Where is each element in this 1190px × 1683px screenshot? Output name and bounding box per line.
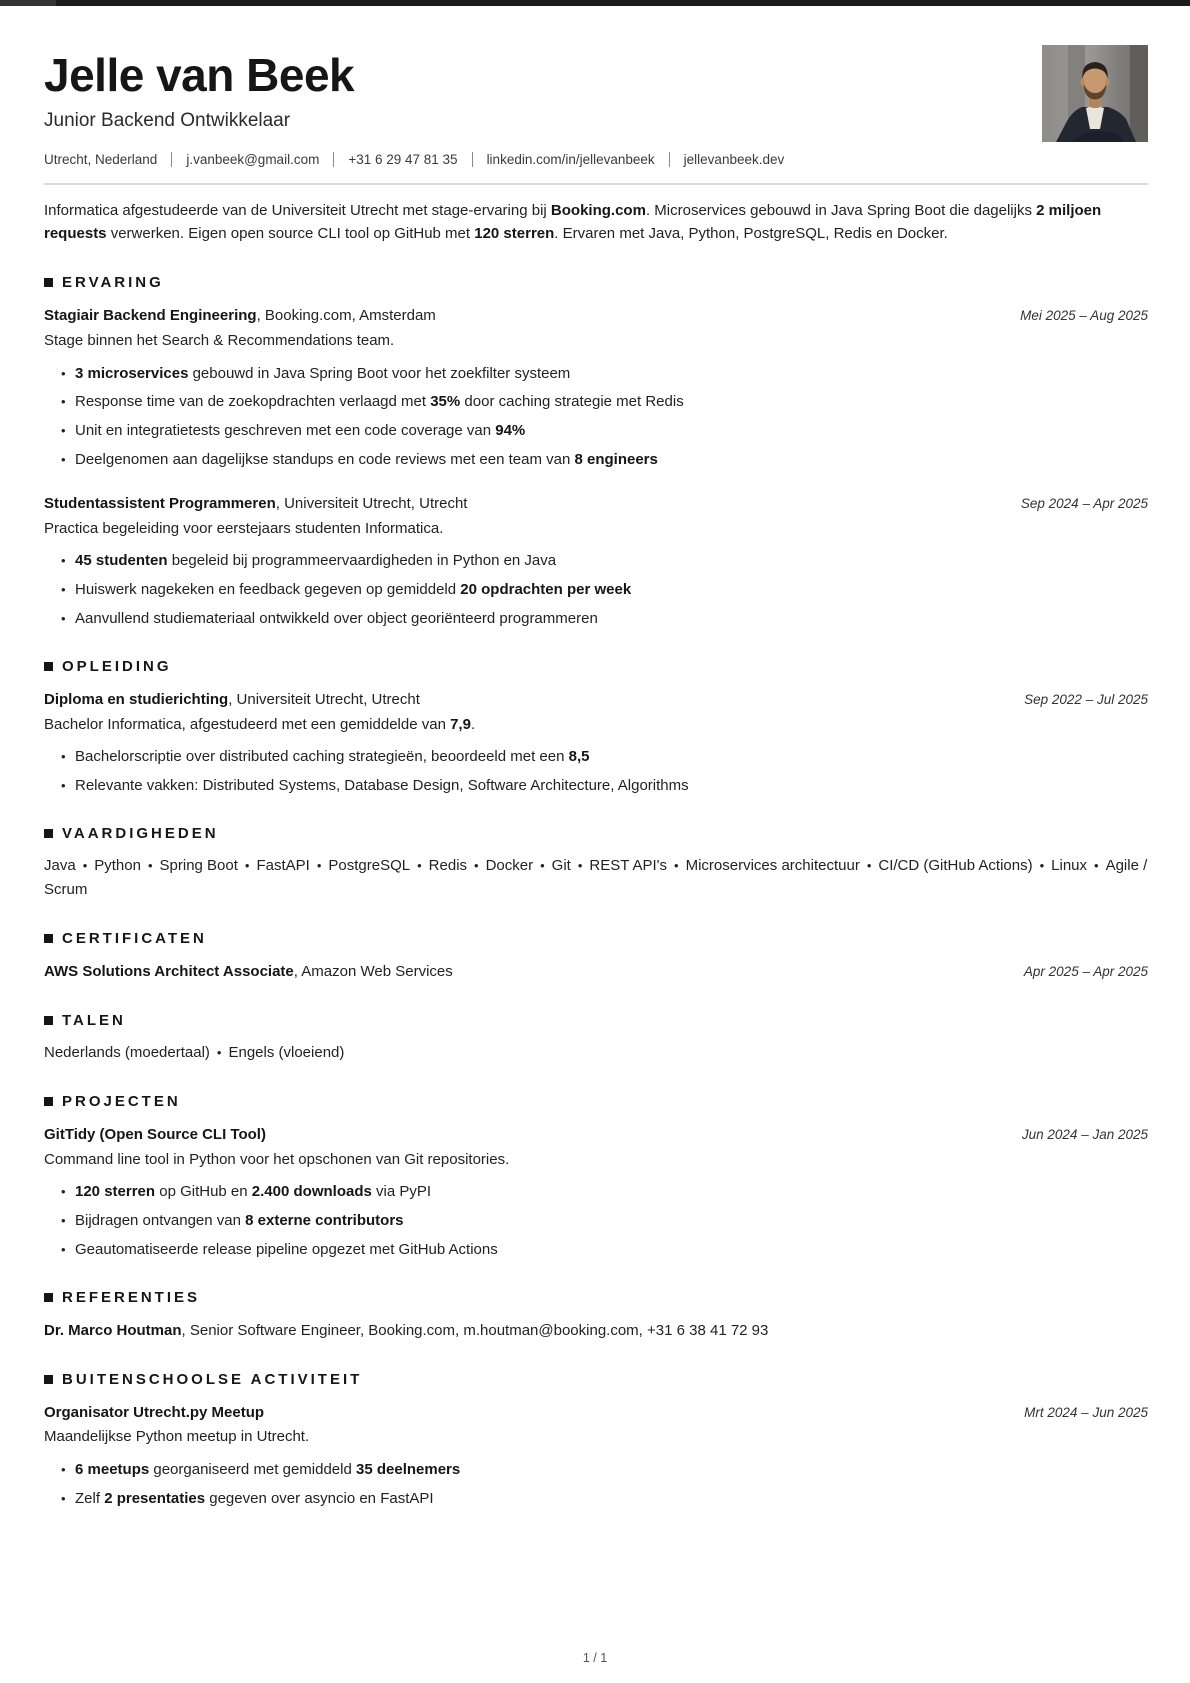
entry-header — [44, 1124, 1148, 1146]
dot-separator-icon: • — [866, 858, 872, 874]
contact-separator — [472, 152, 473, 167]
entry-date-range: Sep 2024 – Apr 2025 — [1020, 496, 1148, 512]
talen-list — [44, 1041, 1148, 1064]
entry-bullet-list — [61, 747, 1148, 796]
text-run: Command line tool in Python voor het opschonen van Git repositories. — [44, 1150, 510, 1168]
bold-text-run: 120 sterren — [474, 224, 555, 242]
bullet-icon: • — [61, 553, 66, 569]
entry-title-line — [44, 493, 467, 515]
section-heading-buitenschoolse-activiteit — [44, 1371, 1148, 1388]
vaardigheden-item: CI/CD (GitHub Actions) — [878, 857, 1033, 875]
section-heading-talen — [44, 1012, 1148, 1029]
contact-separator — [333, 152, 334, 167]
bold-text-run: Booking.com — [550, 201, 646, 219]
entry-description — [44, 714, 1148, 737]
entry — [44, 1402, 1148, 1509]
text-run: Relevante vakken: Distributed Systems, Database Design, Software Architecture, Algorithms — [75, 777, 689, 795]
entry-header — [44, 1402, 1148, 1424]
entry-bullet-list — [61, 1460, 1148, 1509]
entry-subtitle: , Universiteit Utrecht, Utrecht — [228, 691, 420, 709]
bullet-icon: • — [61, 423, 66, 439]
bullet-icon: • — [61, 451, 66, 467]
dot-separator-icon: • — [147, 858, 153, 874]
text-run: door caching strategie met Redis — [460, 393, 684, 411]
contact-item-1: j.vanbeek@gmail.com — [186, 151, 320, 167]
bullet-icon: • — [61, 1184, 66, 1200]
bullet-item — [61, 392, 1148, 412]
bold-text-run: 35 deelnemers — [356, 1460, 461, 1478]
bold-text-run: 7,9 — [450, 715, 471, 733]
entry-bullet-list — [61, 364, 1148, 471]
bullet-text — [75, 776, 689, 796]
bold-text-run: 2 miljoen requests — [44, 201, 1102, 242]
contact-item-3: linkedin.com/in/jellevanbeek — [486, 151, 655, 167]
dot-separator-icon: • — [417, 858, 422, 874]
dot-separator-icon: • — [474, 858, 479, 874]
vaardigheden-item: Microservices architectuur — [685, 857, 860, 875]
entry-title: AWS Solutions Architect Associate — [44, 962, 294, 980]
entry-subtitle: , Amazon Web Services — [293, 962, 453, 980]
text-run: Deelgenomen aan dagelijkse standups en code reviews met een team van — [75, 450, 575, 468]
entry-description — [44, 330, 1148, 353]
entry-title: Studentassistent Programmeren — [44, 495, 276, 513]
bullet-item — [61, 1211, 1148, 1231]
bold-text-run: 2 presentaties — [104, 1489, 206, 1507]
bullet-item — [61, 450, 1148, 470]
profile-summary — [44, 199, 1148, 246]
bullet-item — [61, 747, 1148, 767]
entry-title-line — [44, 961, 453, 983]
entry-title-line — [44, 1124, 266, 1146]
bold-text-run: 8 externe contributors — [245, 1211, 404, 1229]
entry-title: Diploma en studierichting — [44, 691, 229, 709]
bullet-text — [75, 364, 570, 384]
section-heading-label: CERTIFICATEN — [62, 929, 207, 947]
text-run: Practica begeleiding voor eerstejaars studenten Informatica. — [44, 519, 444, 537]
candidate-name: Jelle van Beek — [44, 49, 355, 101]
text-run: Informatica afgestudeerde van de Universiteit Utrecht met stage-ervaring bij — [44, 201, 551, 219]
bullet-text — [75, 392, 684, 412]
bold-text-run: 3 microservices — [75, 364, 189, 382]
header-divider — [44, 183, 1148, 185]
section-certificaten — [44, 930, 1148, 983]
dot-separator-icon: • — [577, 858, 583, 874]
bullet-icon: • — [61, 749, 66, 765]
text-run: . Microservices gebouwd in Java Spring Boot die dagelijks — [645, 201, 1037, 219]
section-heading-label: ERVARING — [62, 274, 164, 292]
bold-text-run: 20 opdrachten per week — [460, 581, 632, 599]
entry-header — [44, 689, 1148, 711]
entry-subtitle: , Universiteit Utrecht, Utrecht — [275, 495, 468, 513]
sections-container — [44, 274, 1148, 1509]
entry-date-range: Mei 2025 – Aug 2025 — [1020, 308, 1148, 324]
section-marker-icon — [44, 662, 53, 671]
section-heading-referenties — [44, 1289, 1148, 1306]
bullet-text — [75, 1182, 431, 1202]
entry-title-line — [44, 305, 436, 327]
bullet-icon: • — [61, 1461, 66, 1477]
contact-item-4: jellevanbeek.dev — [683, 151, 785, 167]
entry-description — [44, 518, 1148, 541]
entry-header — [44, 493, 1148, 515]
text-run: Bijdragen ontvangen van — [75, 1211, 246, 1229]
text-run: Response time van de zoekopdrachten verlaagd met — [75, 393, 431, 411]
profile-photo-illustration — [1042, 45, 1148, 142]
text-run: Zelf — [75, 1489, 105, 1507]
section-heading-vaardigheden — [44, 825, 1148, 842]
section-projecten — [44, 1093, 1148, 1260]
dot-separator-icon: • — [1094, 858, 1099, 874]
vaardigheden-item: Spring Boot — [159, 857, 238, 875]
bullet-text — [75, 1460, 460, 1480]
page-indicator: 1 / 1 — [582, 1651, 608, 1665]
section-heading-label: BUITENSCHOOLSE ACTIVITEIT — [62, 1370, 363, 1388]
bullet-text — [75, 580, 631, 600]
bullet-item — [61, 364, 1148, 384]
entry-header — [44, 1320, 1148, 1342]
vaardigheden-item: Docker — [485, 857, 534, 875]
vaardigheden-item: Python — [94, 857, 141, 875]
bullet-icon: • — [61, 1241, 66, 1257]
dot-separator-icon: • — [244, 858, 250, 874]
section-marker-icon — [44, 1293, 53, 1302]
text-run: . — [470, 715, 476, 733]
entry-header — [44, 961, 1148, 983]
entry-title: Organisator Utrecht.py Meetup — [44, 1403, 265, 1421]
bold-text-run: 6 meetups — [75, 1460, 150, 1478]
text-run: verwerken. Eigen open source CLI tool op GitHub met — [106, 224, 475, 242]
candidate-job-title: Junior Backend Ontwikkelaar — [44, 109, 291, 131]
entry-bullet-list — [61, 1182, 1148, 1260]
bullet-item — [61, 1489, 1148, 1509]
entry-title-line — [44, 1402, 264, 1424]
entry-date-range: Apr 2025 – Apr 2025 — [1023, 963, 1148, 979]
bullet-icon: • — [61, 365, 66, 381]
vaardigheden-item: Redis — [428, 857, 468, 875]
text-run: begeleid bij programmeervaardigheden in Python en Java — [167, 552, 557, 570]
entry-title: GitTidy (Open Source CLI Tool) — [44, 1125, 266, 1143]
bold-text-run: 45 studenten — [75, 552, 168, 570]
bullet-text — [75, 747, 589, 767]
text-run: georganiseerd met gemiddeld — [149, 1460, 356, 1478]
text-run: Geautomatiseerde release pipeline opgezet met GitHub Actions — [75, 1240, 498, 1258]
bullet-text — [75, 609, 598, 629]
bullet-item — [61, 609, 1148, 629]
section-talen — [44, 1012, 1148, 1064]
text-run: Bachelor Informatica, afgestudeerd met een gemiddelde van — [44, 715, 451, 733]
bullet-icon: • — [61, 582, 66, 598]
section-marker-icon — [44, 1375, 53, 1384]
section-heading-ervaring — [44, 274, 1148, 291]
bold-text-run: 35% — [430, 393, 461, 411]
section-heading-label: VAARDIGHEDEN — [62, 825, 219, 843]
entry-description — [44, 1426, 1148, 1449]
dot-separator-icon: • — [82, 858, 88, 874]
talen-item: Nederlands (moedertaal) — [44, 1043, 210, 1061]
section-heading-label: OPLEIDING — [62, 658, 172, 676]
vaardigheden-item: Git — [551, 857, 571, 875]
bold-text-run: 8 engineers — [574, 450, 658, 468]
entry-date-range: Mrt 2024 – Jun 2025 — [1024, 1404, 1148, 1420]
contact-separator — [171, 152, 172, 167]
text-run: op GitHub en — [155, 1183, 252, 1201]
vaardigheden-list — [44, 854, 1148, 901]
contact-item-0: Utrecht, Nederland — [44, 151, 158, 167]
entry-title: Stagiair Backend Engineering — [44, 307, 257, 325]
bullet-item — [61, 1460, 1148, 1480]
contact-separator — [669, 152, 670, 167]
entry-bullet-list — [61, 551, 1148, 629]
section-heading-label: PROJECTEN — [62, 1092, 181, 1110]
section-heading-label: REFERENTIES — [62, 1288, 201, 1306]
section-heading-opleiding — [44, 658, 1148, 675]
entry-header — [44, 305, 1148, 327]
bullet-text — [75, 1489, 434, 1509]
vaardigheden-item: Agile / Scrum — [44, 857, 1148, 898]
section-referenties — [44, 1289, 1148, 1342]
entry — [44, 689, 1148, 796]
entry — [44, 1124, 1148, 1260]
section-opleiding — [44, 658, 1148, 796]
entry-date-range: Jun 2024 – Jan 2025 — [1021, 1126, 1148, 1142]
bullet-text — [75, 1240, 498, 1260]
contact-item-2: +31 6 29 47 81 35 — [348, 151, 458, 167]
section-heading-certificaten — [44, 930, 1148, 947]
section-marker-icon — [44, 1016, 53, 1025]
dot-separator-icon: • — [1039, 858, 1045, 874]
text-run: . Ervaren met Java, Python, PostgreSQL, Redis en Docker. — [554, 224, 948, 242]
section-buitenschoolse-activiteit — [44, 1371, 1148, 1509]
vaardigheden-item: Linux — [1051, 857, 1088, 875]
entry-date-range: Sep 2022 – Jul 2025 — [1024, 692, 1148, 708]
window-top-bar — [0, 0, 1190, 6]
text-run: Bachelorscriptie over distributed caching strategieën, beoordeeld met een — [75, 748, 569, 766]
bullet-text — [75, 551, 556, 571]
section-marker-icon — [44, 934, 53, 943]
entry-subtitle: , Booking.com, Amsterdam — [256, 307, 436, 325]
text-run: Stage binnen het Search & Recommendations team. — [44, 332, 395, 350]
text-run: Huiswerk nagekeken en feedback gegeven op gemiddeld — [75, 581, 461, 599]
text-run: gegeven over asyncio en FastAPI — [205, 1489, 434, 1507]
entry-title-line — [44, 689, 420, 711]
entry-title: Dr. Marco Houtman — [44, 1321, 182, 1339]
bold-text-run: 2.400 downloads — [251, 1183, 372, 1201]
bullet-icon: • — [61, 610, 66, 626]
bullet-icon: • — [61, 1212, 66, 1228]
bullet-icon: • — [61, 1490, 66, 1506]
entry-subtitle: , Senior Software Engineer, Booking.com, m.houtman@booking.com, +31 6 38 41 72 93 — [181, 1321, 769, 1339]
bullet-text — [75, 421, 525, 441]
vaardigheden-item: Java — [44, 857, 76, 875]
entry — [44, 493, 1148, 629]
bullet-icon: • — [61, 778, 66, 794]
section-marker-icon — [44, 829, 53, 838]
contact-row — [44, 152, 1148, 167]
text-run: Maandelijkse Python meetup in Utrecht. — [44, 1428, 310, 1446]
bullet-item — [61, 776, 1148, 796]
section-marker-icon — [44, 1097, 53, 1106]
bullet-text — [75, 450, 658, 470]
vaardigheden-item: FastAPI — [256, 857, 310, 875]
bullet-item — [61, 421, 1148, 441]
section-ervaring — [44, 274, 1148, 629]
window-top-bar-tab — [0, 0, 56, 6]
vaardigheden-item: REST API's — [589, 857, 668, 875]
bullet-item — [61, 1240, 1148, 1260]
entry — [44, 1320, 1148, 1342]
section-heading-projecten — [44, 1093, 1148, 1110]
entry — [44, 305, 1148, 470]
bullet-text — [75, 1211, 404, 1231]
dot-separator-icon: • — [540, 858, 545, 874]
entry-title-line — [44, 1320, 768, 1342]
text-run: Aanvullend studiemateriaal ontwikkeld over object georiënteerd programmeren — [75, 609, 598, 627]
section-vaardigheden — [44, 825, 1148, 901]
section-marker-icon — [44, 278, 53, 287]
entry-description — [44, 1149, 1148, 1172]
dot-separator-icon: • — [316, 858, 322, 874]
bold-text-run: 120 sterren — [75, 1183, 156, 1201]
section-heading-label: TALEN — [62, 1011, 126, 1029]
text-run: via PyPI — [371, 1183, 432, 1201]
bullet-icon: • — [61, 394, 66, 410]
text-run: gebouwd in Java Spring Boot voor het zoekfilter systeem — [188, 364, 571, 382]
profile-photo — [1042, 45, 1148, 142]
dot-separator-icon: • — [216, 1044, 222, 1060]
bullet-item — [61, 1182, 1148, 1202]
bold-text-run: 8,5 — [568, 748, 590, 766]
talen-item: Engels (vloeiend) — [228, 1043, 345, 1061]
bullet-item — [61, 580, 1148, 600]
dot-separator-icon: • — [674, 858, 679, 874]
text-run: Unit en integratietests geschreven met een code coverage van — [75, 422, 496, 440]
vaardigheden-item: PostgreSQL — [328, 857, 411, 875]
entry — [44, 961, 1148, 983]
bold-text-run: 94% — [495, 422, 526, 440]
bullet-item — [61, 551, 1148, 571]
